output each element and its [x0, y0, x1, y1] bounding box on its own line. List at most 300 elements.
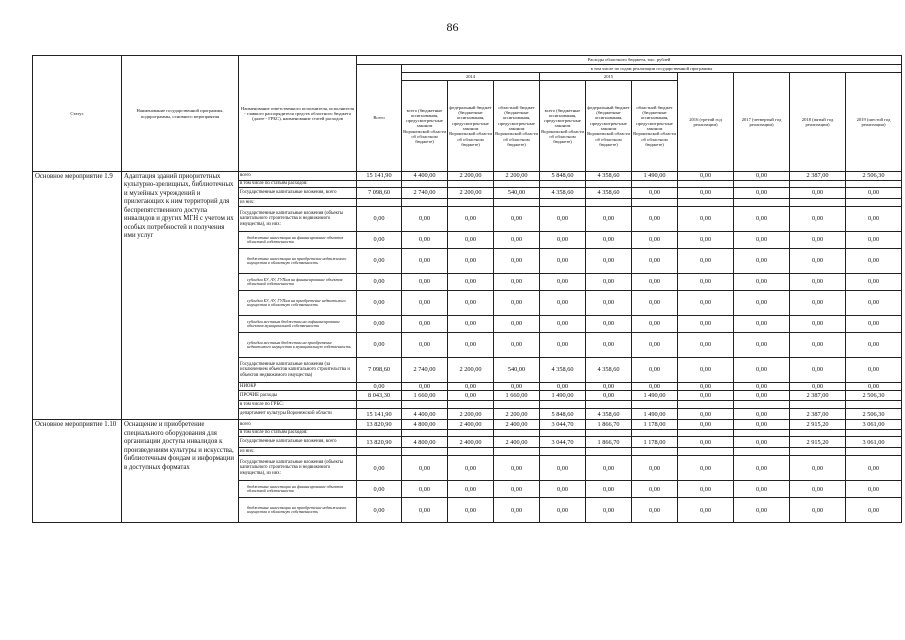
value-cell: 7 098,60	[357, 358, 402, 383]
value-cell	[586, 181, 632, 188]
activity-name: Адаптация зданий приоритетных культурно-зрелищных, библиотечных и музейных учреждений и прилегающих к ним территорий для беспрепятственного доступа инвалидов и других МГН с учетом их особых потребностей и получения ими услуг	[122, 172, 239, 420]
value-cell: 0,00	[586, 456, 632, 481]
value-cell: 0,00	[586, 232, 632, 249]
value-cell	[846, 430, 902, 437]
value-cell	[448, 401, 494, 409]
value-cell: 0,00	[734, 291, 790, 316]
value-cell: 0,00	[448, 481, 494, 498]
value-cell: 0,00	[494, 498, 540, 523]
value-cell: 0,00	[357, 274, 402, 291]
value-cell: 0,00	[357, 498, 402, 523]
value-cell: 0,00	[448, 274, 494, 291]
value-cell: 4 358,60	[540, 188, 586, 199]
header-2014-total: всего (бюджетные ассигнования, предусмотрен-ные законом Воронежской области об областном бюджете)	[402, 81, 448, 172]
header-2015-regional: областной бюджет (бюджетные ассигнования, предусмотрен-ные законом Воронежской области об областном бюджете)	[632, 81, 678, 172]
value-cell: 0,00	[540, 383, 586, 391]
value-cell: 0,00	[357, 249, 402, 274]
value-cell	[494, 181, 540, 188]
value-cell: 0,00	[540, 316, 586, 333]
value-cell	[357, 401, 402, 409]
value-cell: 0,00	[790, 249, 846, 274]
value-cell: 2 200,00	[448, 358, 494, 383]
row-label: всего	[239, 172, 357, 181]
value-cell	[448, 199, 494, 207]
budget-table	[32, 55, 902, 523]
value-cell	[586, 448, 632, 456]
value-cell: 0,00	[540, 498, 586, 523]
value-cell	[678, 448, 734, 456]
value-cell: 0,00	[632, 207, 678, 232]
row-label: субсидии местным бюджетам на приобретение недвижимого имущества в муниципальную собственность	[239, 333, 357, 358]
value-cell	[632, 199, 678, 207]
value-cell: 2 200,00	[448, 188, 494, 199]
value-cell	[402, 430, 448, 437]
value-cell: 2 506,30	[846, 172, 902, 181]
header-2014-regional: областной бюджет (бюджетные ассигнования, предусмотрен-ные законом Воронежской области об областном бюджете)	[494, 81, 540, 172]
value-cell: 3 061,00	[846, 437, 902, 448]
table-body	[33, 172, 902, 523]
value-cell: 0,00	[734, 333, 790, 358]
row-label: НИОКР	[239, 383, 357, 391]
row-label: бюджетные инвестиции на финансирование объектов областной собственности	[239, 232, 357, 249]
value-cell: 0,00	[734, 172, 790, 181]
value-cell: 3 044,70	[540, 420, 586, 430]
value-cell: 0,00	[586, 249, 632, 274]
value-cell: 0,00	[540, 274, 586, 291]
value-cell: 0,00	[402, 498, 448, 523]
header-2015-federal: федеральный бюджет (бюджетные ассигнования, предусмотрен-ные законом Воронежской области об областном бюджете)	[586, 81, 632, 172]
value-cell: 0,00	[586, 207, 632, 232]
value-cell	[540, 448, 586, 456]
value-cell	[357, 430, 402, 437]
value-cell: 15 141,90	[357, 172, 402, 181]
value-cell: 0,00	[632, 232, 678, 249]
value-cell: 0,00	[678, 172, 734, 181]
value-cell	[448, 181, 494, 188]
value-cell	[790, 401, 846, 409]
value-cell: 0,00	[357, 481, 402, 498]
value-cell: 0,00	[540, 249, 586, 274]
value-cell: 2 400,00	[494, 420, 540, 430]
header-program-name: Наименование государственной программы, подпрограммы, основного мероприятия	[122, 56, 239, 172]
row-label: в том числе по статьям расходов:	[239, 181, 357, 188]
header-total: Всего	[357, 65, 402, 172]
table-row	[33, 420, 902, 430]
value-cell	[790, 430, 846, 437]
value-cell	[494, 430, 540, 437]
value-cell: 0,00	[402, 207, 448, 232]
value-cell	[678, 199, 734, 207]
value-cell: 0,00	[540, 207, 586, 232]
value-cell: 0,00	[448, 207, 494, 232]
value-cell: 1 490,00	[632, 409, 678, 420]
value-cell: 2 740,00	[402, 358, 448, 383]
value-cell: 0,00	[494, 316, 540, 333]
value-cell: 0,00	[790, 456, 846, 481]
value-cell: 0,00	[846, 232, 902, 249]
value-cell: 0,00	[734, 316, 790, 333]
table-row	[33, 172, 902, 181]
value-cell: 0,00	[734, 358, 790, 383]
value-cell: 0,00	[448, 498, 494, 523]
value-cell	[402, 401, 448, 409]
value-cell	[540, 181, 586, 188]
value-cell: 0,00	[402, 481, 448, 498]
value-cell: 0,00	[678, 498, 734, 523]
value-cell: 1 490,00	[632, 172, 678, 181]
value-cell: 0,00	[678, 409, 734, 420]
row-label: департамент культуры Воронежской области	[239, 409, 357, 420]
value-cell: 0,00	[678, 316, 734, 333]
row-label: в том числе по ГРБС:	[239, 401, 357, 409]
value-cell	[357, 181, 402, 188]
value-cell: 1 178,00	[632, 420, 678, 430]
value-cell: 5 848,60	[540, 172, 586, 181]
value-cell: 0,00	[734, 383, 790, 391]
value-cell: 0,00	[540, 481, 586, 498]
value-cell: 0,00	[734, 409, 790, 420]
value-cell	[678, 181, 734, 188]
value-cell: 0,00	[790, 274, 846, 291]
value-cell: 2 200,00	[494, 172, 540, 181]
value-cell: 0,00	[734, 249, 790, 274]
value-cell: 0,00	[734, 188, 790, 199]
value-cell: 0,00	[678, 207, 734, 232]
value-cell: 0,00	[734, 391, 790, 401]
value-cell: 0,00	[494, 274, 540, 291]
value-cell: 7 098,60	[357, 188, 402, 199]
row-label: субсидии БУ, АУ, ГУПам на приобретение недвижимого имущества в областную собственность	[239, 291, 357, 316]
value-cell: 2 387,00	[790, 391, 846, 401]
value-cell	[790, 181, 846, 188]
value-cell	[632, 181, 678, 188]
value-cell: 0,00	[734, 456, 790, 481]
value-cell: 0,00	[734, 232, 790, 249]
value-cell: 15 141,90	[357, 409, 402, 420]
value-cell: 0,00	[586, 481, 632, 498]
value-cell: 3 044,70	[540, 437, 586, 448]
row-label: ПРОЧИЕ расходы	[239, 391, 357, 401]
value-cell: 0,00	[632, 481, 678, 498]
value-cell	[632, 430, 678, 437]
value-cell: 2 387,00	[790, 409, 846, 420]
value-cell: 0,00	[494, 333, 540, 358]
value-cell: 4 800,00	[402, 420, 448, 430]
value-cell	[678, 401, 734, 409]
value-cell	[448, 448, 494, 456]
value-cell: 0,00	[678, 383, 734, 391]
value-cell: 0,00	[494, 232, 540, 249]
value-cell	[494, 401, 540, 409]
value-cell: 0,00	[678, 437, 734, 448]
row-label: Государственные капитальные вложения (за исключением объектов капитального строительства и объектов недвижимого имущества)	[239, 358, 357, 383]
header-col-2018: 2018 (пятый год реализации)	[790, 73, 846, 172]
activity-name: Оснащение и приобретение специального оборудования для организации доступа инвалидов к произведениям культуры и искусства, библиотечным фондам и информации в доступных форматах	[122, 420, 239, 523]
row-label: всего	[239, 420, 357, 430]
value-cell: 1 866,70	[586, 437, 632, 448]
value-cell: 1 490,00	[540, 391, 586, 401]
header-2015-total: всего (бюджетные ассигнования, предусмотрен-ные законом Воронежской области об областном бюджете)	[540, 81, 586, 172]
value-cell: 1 660,00	[494, 391, 540, 401]
value-cell: 4 400,00	[402, 409, 448, 420]
value-cell	[790, 448, 846, 456]
value-cell: 0,00	[357, 456, 402, 481]
value-cell: 0,00	[678, 188, 734, 199]
value-cell: 0,00	[448, 232, 494, 249]
value-cell: 13 820,90	[357, 420, 402, 430]
value-cell: 0,00	[846, 383, 902, 391]
value-cell: 0,00	[632, 188, 678, 199]
value-cell: 0,00	[678, 391, 734, 401]
value-cell: 0,00	[586, 316, 632, 333]
value-cell: 4 358,60	[540, 358, 586, 383]
value-cell: 0,00	[632, 333, 678, 358]
value-cell: 2 506,30	[846, 391, 902, 401]
value-cell: 0,00	[846, 456, 902, 481]
value-cell: 2 400,00	[448, 420, 494, 430]
row-label: Государственные капитальные вложения (объекты капитального строительства и недвижимого имущества), из них:	[239, 207, 357, 232]
row-label: Государственные капитальные вложения, всего	[239, 188, 357, 199]
value-cell: 0,00	[846, 316, 902, 333]
row-label: Государственные капитальные вложения (объекты капитального строительства и недвижимого имущества), из них:	[239, 456, 357, 481]
value-cell: 0,00	[790, 316, 846, 333]
row-label: из них:	[239, 448, 357, 456]
value-cell: 0,00	[402, 232, 448, 249]
value-cell	[734, 181, 790, 188]
value-cell: 4 358,60	[586, 358, 632, 383]
value-cell: 0,00	[494, 291, 540, 316]
value-cell	[402, 199, 448, 207]
value-cell	[846, 199, 902, 207]
value-cell: 0,00	[357, 291, 402, 316]
value-cell	[402, 448, 448, 456]
value-cell: 1 178,00	[632, 437, 678, 448]
value-cell: 0,00	[734, 437, 790, 448]
value-cell: 0,00	[790, 358, 846, 383]
value-cell: 2 200,00	[448, 172, 494, 181]
value-cell	[402, 181, 448, 188]
value-cell: 0,00	[357, 232, 402, 249]
value-cell: 0,00	[586, 333, 632, 358]
header-2014-federal: федеральный бюджет (бюджетные ассигнования, предусмотрен-ные законом Воронежской области об областном бюджете)	[448, 81, 494, 172]
value-cell: 0,00	[402, 333, 448, 358]
value-cell: 0,00	[402, 383, 448, 391]
row-label: бюджетные инвестиции на приобретение недвижимого имущества в областную собственность	[239, 498, 357, 523]
row-label: в том числе по статьям расходов:	[239, 430, 357, 437]
value-cell: 0,00	[632, 249, 678, 274]
value-cell: 0,00	[790, 498, 846, 523]
value-cell: 2 740,00	[402, 188, 448, 199]
value-cell: 0,00	[448, 391, 494, 401]
value-cell: 4 358,60	[586, 409, 632, 420]
value-cell	[846, 448, 902, 456]
value-cell: 2 387,00	[790, 172, 846, 181]
value-cell: 0,00	[678, 456, 734, 481]
value-cell: 0,00	[846, 207, 902, 232]
value-cell	[494, 199, 540, 207]
value-cell: 2 915,20	[790, 437, 846, 448]
header-expenses-title: Расходы областного бюджета, тыс. рублей	[357, 56, 902, 65]
value-cell: 0,00	[678, 232, 734, 249]
value-cell: 0,00	[540, 291, 586, 316]
header-status: Статус	[33, 56, 122, 172]
value-cell: 0,00	[846, 333, 902, 358]
value-cell: 0,00	[846, 481, 902, 498]
value-cell	[734, 448, 790, 456]
value-cell: 0,00	[790, 481, 846, 498]
value-cell: 2 400,00	[448, 437, 494, 448]
value-cell: 0,00	[790, 232, 846, 249]
row-label: Государственные капитальные вложения, всего	[239, 437, 357, 448]
value-cell: 1 660,00	[402, 391, 448, 401]
value-cell: 0,00	[494, 456, 540, 481]
value-cell: 0,00	[632, 291, 678, 316]
value-cell: 0,00	[494, 249, 540, 274]
value-cell: 0,00	[790, 188, 846, 199]
value-cell: 0,00	[448, 249, 494, 274]
value-cell: 3 061,00	[846, 420, 902, 430]
header-col-2019: 2019 (шестой год реализации)	[846, 73, 902, 172]
value-cell	[734, 430, 790, 437]
value-cell	[632, 448, 678, 456]
value-cell	[586, 430, 632, 437]
value-cell	[632, 401, 678, 409]
value-cell: 0,00	[678, 420, 734, 430]
value-cell: 8 043,30	[357, 391, 402, 401]
value-cell: 0,00	[678, 333, 734, 358]
value-cell: 5 848,60	[540, 409, 586, 420]
value-cell: 0,00	[846, 274, 902, 291]
value-cell: 0,00	[734, 498, 790, 523]
value-cell: 0,00	[632, 316, 678, 333]
value-cell: 0,00	[632, 274, 678, 291]
value-cell: 0,00	[357, 207, 402, 232]
value-cell: 0,00	[402, 291, 448, 316]
value-cell: 0,00	[586, 391, 632, 401]
value-cell: 1 866,70	[586, 420, 632, 430]
value-cell: 0,00	[678, 274, 734, 291]
value-cell	[790, 199, 846, 207]
value-cell: 0,00	[790, 291, 846, 316]
value-cell: 4 358,60	[586, 188, 632, 199]
value-cell	[586, 401, 632, 409]
header-responsible: Наименование ответственного исполнителя, исполнителя - главного распорядителя средств областного бюджета (далее - ГРБС), наименование статей расходов	[239, 56, 357, 172]
value-cell: 0,00	[846, 249, 902, 274]
value-cell: 2 506,30	[846, 409, 902, 420]
value-cell: 0,00	[402, 316, 448, 333]
value-cell: 0,00	[357, 383, 402, 391]
value-cell: 0,00	[632, 456, 678, 481]
value-cell	[846, 181, 902, 188]
value-cell: 0,00	[790, 383, 846, 391]
page-number: 86	[446, 20, 459, 34]
value-cell: 0,00	[678, 291, 734, 316]
value-cell: 0,00	[494, 383, 540, 391]
row-label: бюджетные инвестиции на приобретение недвижимого имущества в областную собственность	[239, 249, 357, 274]
value-cell	[734, 199, 790, 207]
value-cell: 540,00	[494, 358, 540, 383]
value-cell	[540, 430, 586, 437]
value-cell: 0,00	[734, 207, 790, 232]
value-cell: 2 400,00	[494, 437, 540, 448]
value-cell	[448, 430, 494, 437]
value-cell: 0,00	[678, 358, 734, 383]
value-cell: 0,00	[448, 333, 494, 358]
value-cell: 0,00	[678, 249, 734, 274]
value-cell	[540, 199, 586, 207]
row-label: субсидии БУ, АУ, ГУПам на финансирование объектов областной собственности	[239, 274, 357, 291]
value-cell	[846, 401, 902, 409]
value-cell: 0,00	[586, 383, 632, 391]
value-cell: 0,00	[632, 358, 678, 383]
value-cell: 0,00	[448, 316, 494, 333]
value-cell	[678, 430, 734, 437]
row-label: бюджетные инвестиции на финансирование объектов областной собственности	[239, 481, 357, 498]
value-cell: 540,00	[494, 188, 540, 199]
value-cell: 0,00	[734, 481, 790, 498]
value-cell: 0,00	[402, 274, 448, 291]
value-cell: 0,00	[632, 498, 678, 523]
value-cell: 1 490,00	[632, 391, 678, 401]
value-cell: 0,00	[402, 456, 448, 481]
value-cell	[734, 401, 790, 409]
value-cell: 0,00	[357, 316, 402, 333]
value-cell: 0,00	[734, 420, 790, 430]
header-year-2015: 2015	[540, 73, 678, 81]
value-cell: 0,00	[678, 481, 734, 498]
activity-status: Основное мероприятие 1.10	[33, 420, 122, 523]
value-cell: 0,00	[632, 383, 678, 391]
value-cell: 0,00	[448, 383, 494, 391]
value-cell: 4 400,00	[402, 172, 448, 181]
activity-status: Основное мероприятие 1.9	[33, 172, 122, 420]
row-label: субсидии местным бюджетам на софинансирование объектов муниципальной собственности	[239, 316, 357, 333]
value-cell: 13 820,90	[357, 437, 402, 448]
row-label: из них:	[239, 199, 357, 207]
value-cell: 0,00	[790, 207, 846, 232]
value-cell: 0,00	[540, 456, 586, 481]
value-cell: 0,00	[357, 333, 402, 358]
value-cell: 2 200,00	[494, 409, 540, 420]
value-cell: 0,00	[494, 207, 540, 232]
value-cell: 0,00	[448, 456, 494, 481]
value-cell: 2 200,00	[448, 409, 494, 420]
value-cell: 0,00	[540, 333, 586, 358]
value-cell: 0,00	[586, 291, 632, 316]
value-cell: 0,00	[846, 188, 902, 199]
value-cell: 0,00	[494, 481, 540, 498]
value-cell: 0,00	[846, 358, 902, 383]
value-cell	[357, 199, 402, 207]
value-cell: 0,00	[734, 274, 790, 291]
value-cell: 0,00	[846, 498, 902, 523]
value-cell: 0,00	[402, 249, 448, 274]
value-cell	[494, 448, 540, 456]
value-cell	[540, 401, 586, 409]
header-year-2014: 2014	[402, 73, 540, 81]
value-cell: 0,00	[586, 274, 632, 291]
value-cell: 0,00	[846, 291, 902, 316]
value-cell: 2 915,20	[790, 420, 846, 430]
header-col-2017: 2017 (четвертый год реализации)	[734, 73, 790, 172]
header-by-years: в том числе по годам реализации государственной программы	[402, 65, 902, 73]
value-cell	[357, 448, 402, 456]
value-cell: 0,00	[540, 232, 586, 249]
value-cell: 4 358,60	[586, 172, 632, 181]
value-cell: 0,00	[790, 333, 846, 358]
value-cell: 0,00	[586, 498, 632, 523]
value-cell: 4 800,00	[402, 437, 448, 448]
